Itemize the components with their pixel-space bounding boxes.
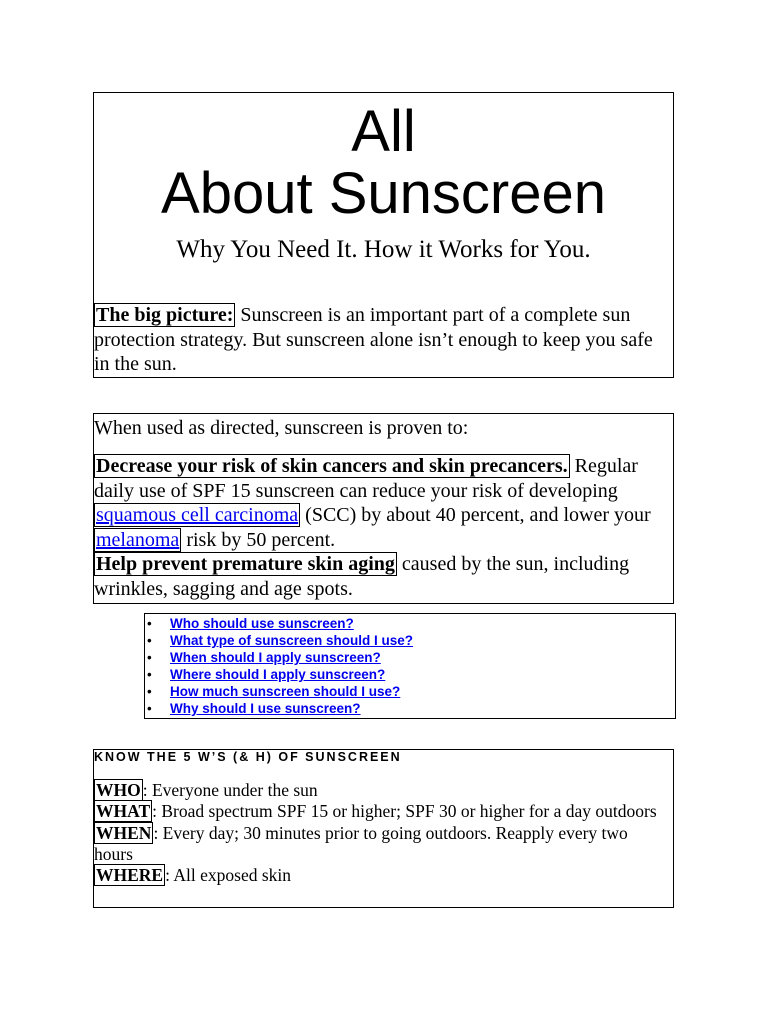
when-row	[94, 823, 667, 866]
page-subtitle: Why You Need It. How it Works for You.	[176, 236, 591, 263]
who-text: : Everyone under the sun	[142, 780, 318, 800]
faq-link-when[interactable]: When should I apply sunscreen?	[170, 650, 381, 665]
page-title	[94, 101, 673, 225]
bullet-icon: •	[147, 633, 152, 648]
faq-link-what[interactable]: What type of sunscreen should I use?	[170, 633, 414, 648]
benefit-1-text-b: (SCC) by about 40 percent, and lower your	[300, 504, 651, 526]
list-item	[145, 649, 413, 666]
benefit-1-text-a: Regular daily use of SPF 15 sunscreen can reduce your risk of developing	[94, 455, 638, 502]
five-ws-list	[94, 780, 667, 886]
title-box	[93, 92, 674, 378]
bullet-icon: •	[147, 667, 152, 682]
benefit-2-label: Help prevent premature skin aging	[96, 553, 395, 575]
when-label: WHEN	[96, 822, 152, 843]
five-ws-box	[93, 749, 674, 908]
faq-link-where[interactable]: Where should I apply sunscreen?	[170, 667, 386, 682]
bullet-icon: •	[147, 650, 152, 665]
list-item	[145, 666, 413, 683]
what-row	[94, 801, 667, 822]
faq-link-list	[145, 615, 413, 717]
where-row	[94, 865, 667, 886]
benefit-1-text-c: risk by 50 percent.	[181, 528, 336, 551]
benefit-2-text: caused by the sun, including wrinkles, sagging and age spots.	[94, 553, 630, 600]
faq-link-who[interactable]: Who should use sunscreen?	[170, 616, 354, 631]
list-item	[145, 700, 413, 717]
list-item	[145, 683, 413, 700]
when-text: : Every day; 30 minutes prior to going outdoors. Reapply every two hours	[94, 822, 628, 864]
title-line-1: All	[351, 99, 416, 164]
title-line-2: About Sunscreen	[161, 161, 606, 226]
big-picture-paragraph	[94, 303, 665, 377]
benefits-intro: When used as directed, sunscreen is proven to:	[94, 417, 469, 439]
who-label: WHO	[96, 780, 141, 800]
benefits-box	[93, 413, 674, 604]
faq-link-why[interactable]: Why should I use sunscreen?	[170, 701, 361, 716]
big-picture-text: Sunscreen is an important part of a complete sun protection strategy. But sunscreen alone isn’t enough to keep you safe in the sun.	[94, 304, 653, 375]
melanoma-link[interactable]: melanoma	[96, 528, 180, 551]
faq-link-how-much[interactable]: How much sunscreen should I use?	[170, 684, 401, 699]
where-text: : All exposed skin	[165, 865, 292, 886]
bullet-icon: •	[147, 616, 152, 631]
five-ws-heading: KNOW THE 5 W’S (& H) OF SUNSCREEN	[94, 750, 402, 764]
bullet-icon: •	[147, 701, 152, 716]
faq-links-box	[144, 613, 676, 719]
big-picture-label: The big picture:	[96, 304, 234, 326]
who-row	[94, 780, 667, 801]
scc-link[interactable]: squamous cell carcinoma	[96, 504, 299, 526]
what-text: : Broad spectrum SPF 15 or higher; SPF 30 or higher for a day outdoors	[152, 801, 657, 822]
benefit-1-label: Decrease your risk of skin cancers and skin precancers.	[96, 455, 568, 477]
benefits-text	[94, 454, 667, 601]
bullet-icon: •	[147, 684, 152, 699]
list-item	[145, 615, 413, 632]
list-item	[145, 632, 413, 649]
where-label: WHERE	[96, 865, 164, 886]
what-label: WHAT	[96, 801, 151, 822]
